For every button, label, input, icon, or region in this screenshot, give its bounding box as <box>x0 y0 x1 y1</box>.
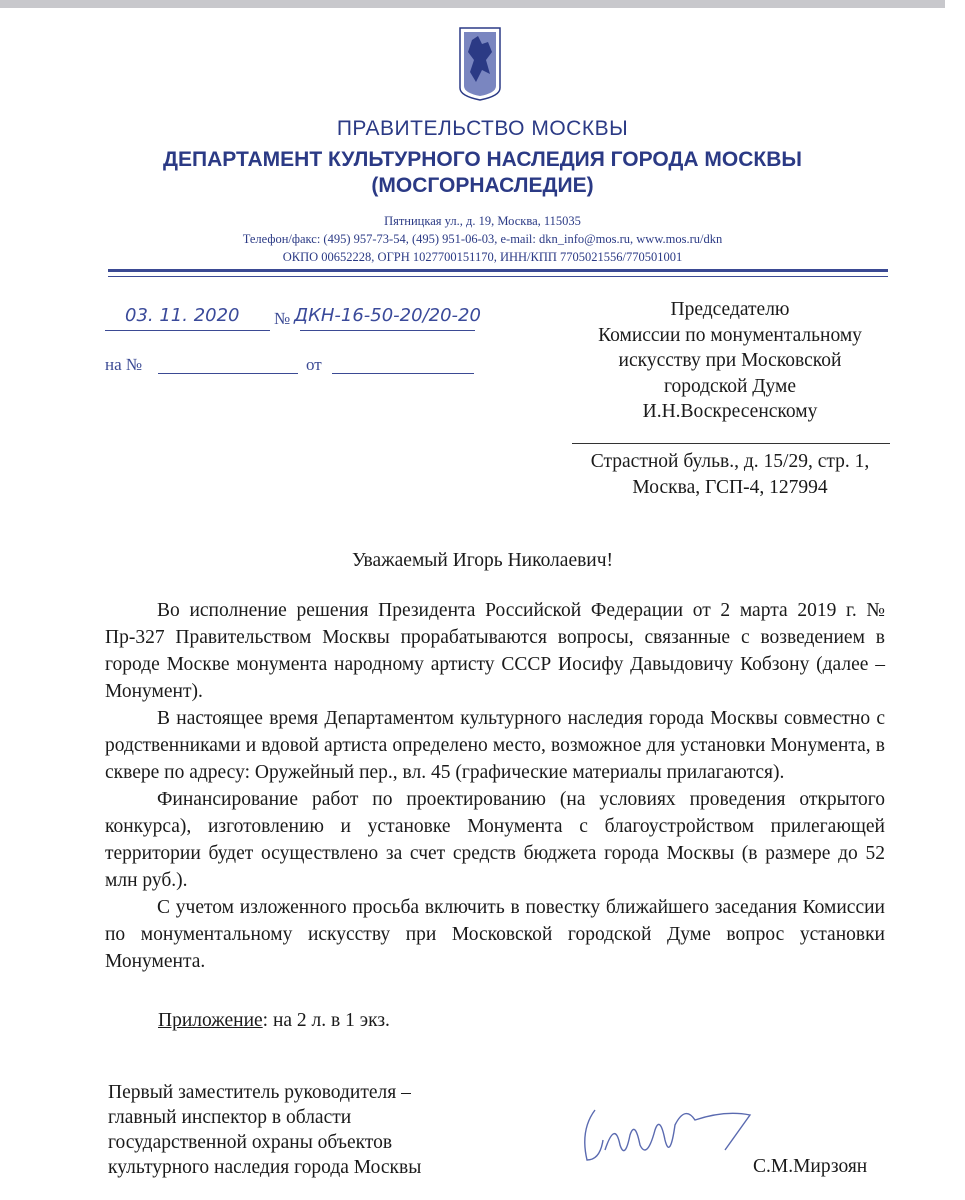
government-title: ПРАВИТЕЛЬСТВО МОСКВЫ <box>336 117 629 140</box>
letter-date: 03. 11. 2020 <box>125 305 240 326</box>
department-title: ДЕПАРТАМЕНТ КУЛЬТУРНОГО НАСЛЕДИЯ ГОРОДА МОСКВЫ <box>163 148 802 171</box>
body-paragraph: В настоящее время Департаментом культурного наследия города Москвы совместно с родственниками и вдовой артиста определено место, возможное для установки Монумента, в сквере по адресу: Оружейный пер., вл. 45 (графические материалы прилагаются). <box>105 708 885 783</box>
department-registry: ОКПО 00652228, ОГРН 1027700151170, ИНН/КПП 7705021556/770501001 <box>282 250 683 264</box>
department-short-name: (МОСГОРНАСЛЕДИЕ) <box>371 174 594 197</box>
reply-date-field <box>332 373 474 374</box>
addressee-line: И.Н.Воскресенскому <box>642 401 818 422</box>
addressee-line: городской Думе <box>663 375 797 397</box>
addressee-line: Председателю <box>670 299 790 320</box>
body-paragraph: Во исполнение решения Президента Российской Федерации от 2 марта 2019 г. № Пр-327 Правительством Москвы прорабатываются вопросы, связанные с возведением в городе Москве монумента народному артисту СССР Иосифу Давыдовичу Кобзону (далее – Монумент). <box>105 600 885 702</box>
position-line: государственной охраны объектов <box>108 1132 393 1153</box>
position-line: главный инспектор в области <box>108 1107 352 1128</box>
moscow-coat-of-arms-icon <box>458 26 502 102</box>
header-rule-thin <box>108 276 888 277</box>
attachment-note <box>158 1010 390 1032</box>
addressee-line: Комиссии по монументальному <box>598 324 862 346</box>
number-label: № <box>274 309 291 328</box>
reply-number-field <box>158 373 298 374</box>
department-address: Пятницкая ул., д. 19, Москва, 115035 <box>384 214 581 228</box>
attachment-text: : на 2 л. в 1 экз. <box>262 1010 390 1031</box>
attachment-label: Приложение <box>158 1010 263 1031</box>
scan-top-edge <box>0 0 945 8</box>
salutation: Уважаемый Игорь Николаевич! <box>351 550 614 571</box>
position-line: культурного наследия города Москвы <box>108 1157 422 1178</box>
body-paragraph: С учетом изложенного просьба включить в повестку ближайшего заседания Комиссии по монументальному искусству при Московской городской Думе вопрос установки Монумента. <box>105 897 885 972</box>
position-line: Первый заместитель руководителя – <box>108 1082 411 1103</box>
signatory-name: С.М.Мирзоян <box>753 1156 868 1177</box>
department-contacts: Телефон/факс: (495) 957-73-54, (495) 951-06-03, e-mail: dkn_info@mos.ru, www.mos.ru/dkn <box>242 232 723 246</box>
addressee-address-line: Страстной бульв., д. 15/29, стр. 1, <box>590 451 870 472</box>
reply-number-label: на № <box>105 355 143 374</box>
body-paragraph: Финансирование работ по проектированию (на условиях проведения открытого конкурса), изготовлению и установке Монумента с благоустройством прилегающей территории будет осуществлено за счет средств бюджета города Москвы (в размере до 52 млн руб.). <box>105 789 885 891</box>
addressee-divider <box>572 443 890 444</box>
letter-body <box>105 597 885 975</box>
addressee-line: искусству при Московской <box>618 350 842 371</box>
letter-number: ДКН-16-50-20/20-20 <box>294 305 481 326</box>
reply-date-label: от <box>306 355 322 374</box>
date-underline <box>105 330 270 331</box>
header-rule <box>108 269 888 272</box>
handwritten-signature-icon <box>575 1090 775 1170</box>
addressee <box>560 297 900 425</box>
addressee-address-line: Москва, ГСП-4, 127994 <box>632 476 828 498</box>
number-underline <box>300 330 475 331</box>
signatory-position <box>108 1080 421 1180</box>
addressee-address <box>560 449 900 500</box>
